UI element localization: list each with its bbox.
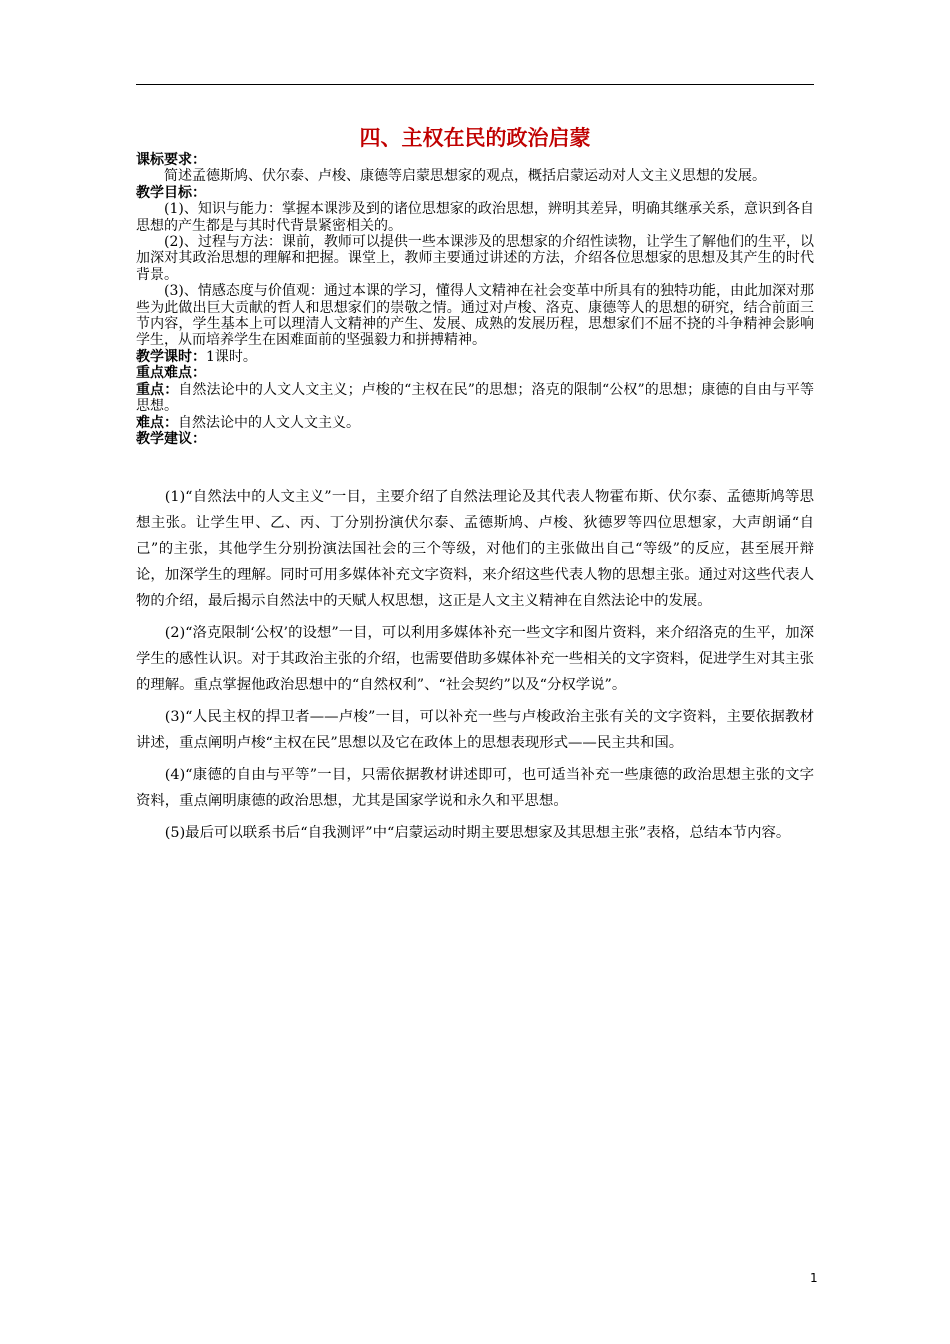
mubiao-item-1: (1)、知识与能力：掌握本课涉及到的诸位思想家的政治思想，辨明其差异，明确其继承关系，意识到各自思想的产生都是与其时代背景紧密相关的。 (136, 201, 814, 234)
page-number: 1 (810, 1271, 818, 1285)
header-rule (136, 84, 814, 85)
page-title: 四、主权在民的政治启蒙 (359, 126, 591, 150)
zhongnan-heading: 重点难点： (136, 365, 206, 382)
zhongdian-line (136, 382, 814, 415)
zhongdian-text: 自然法论中的人文人文主义；卢梭的“主权在民”的思想；洛克的限制“公权”的思想；康德的自由与平等思想。 (136, 381, 814, 415)
lesson-overview (136, 152, 814, 447)
jianyi-item-2: (2)“洛克限制‘公权’的设想”一目，可以利用多媒体补充一些文字和图片资料，来介绍洛克的生平，加深学生的感性认识。对于其政治主张的介绍，也需要借助多媒体补充一些相关的文字资料，促进学生对其主张的理解。重点掌握他政治思想中的“自然权利”、“社会契约”以及“分权学说”。 (136, 625, 814, 693)
keshi-label: 教学课时： (136, 348, 206, 365)
jianyi-item-1: (1)“自然法中的人文主义”一目，主要介绍了自然法理论及其代表人物霍布斯、伏尔泰、孟德斯鸠等思想主张。让学生甲、乙、丙、丁分别扮演伏尔泰、孟德斯鸠、卢梭、狄德罗等四位思想家，大声朗诵“自己”的主张，其他学生分别扮演法国社会的三个等级，对他们的主张做出自己“等级”的反应，甚至展开辩论，加深学生的理解。同时可用多媒体补充文字资料，来介绍这些代表人物的思想主张。通过对这些代表人物的介绍，最后揭示自然法中的天赋人权思想，这正是人文主义精神在自然法论中的发展。 (136, 489, 814, 609)
keshi-line (136, 349, 814, 365)
mubiao-item-3: (3)、情感态度与价值观：通过本课的学习，懂得人文精神在社会变革中所具有的独特功能，由此加深对那些为此做出巨大贡献的哲人和思想家们的崇敬之情。通过对卢梭、洛克、康德等人的思想的研究，结合前面三节内容，学生基本上可以理清人文精神的产生、发展、成熟的发展历程，思想家们不屈不挠的斗争精神会影响学生，从而培养学生在困难面前的坚强毅力和拼搏精神。 (136, 283, 814, 349)
nandian-text: 自然法论中的人文人文主义。 (178, 414, 360, 431)
mubiao-item-2: (2)、过程与方法：课前，教师可以提供一些本课涉及的思想家的介绍性读物，让学生了解他们的生平，以加深对其政治思想的理解和把握。课堂上，教师主要通过讲述的方法，介绍各位思想家的思想及其产生的时代背景。 (136, 234, 814, 283)
teaching-suggestions (136, 484, 814, 852)
keshi-value: 1课时。 (206, 348, 257, 365)
kebiao-heading: 课标要求： (136, 152, 206, 168)
nandian-label: 难点： (136, 414, 178, 431)
mubiao-heading: 教学目标： (136, 184, 206, 201)
nandian-line (136, 415, 814, 431)
jianyi-item-3: (3)“人民主权的捍卫者——卢梭”一目，可以补充一些与卢梭政治主张有关的文字资料，主要依据教材讲述，重点阐明卢梭“主权在民”思想以及它在政体上的思想表现形式——民主共和国。 (136, 709, 814, 751)
jianyi-item-5: (5)最后可以联系书后“自我测评”中“启蒙运动时期主要思想家及其思想主张”表格，总结本节内容。 (164, 825, 791, 841)
kebiao-text: 简述孟德斯鸠、伏尔泰、卢梭、康德等启蒙思想家的观点，概括启蒙运动对人文主义思想的发展。 (164, 168, 766, 185)
jianyi-item-4: (4)“康德的自由与平等”一目，只需依据教材讲述即可，也可适当补充一些康德的政治思想主张的文字资料，重点阐明康德的政治思想，尤其是国家学说和永久和平思想。 (136, 767, 814, 809)
zhongdian-label: 重点： (136, 381, 179, 398)
jianyi-heading: 教学建议： (136, 430, 206, 447)
